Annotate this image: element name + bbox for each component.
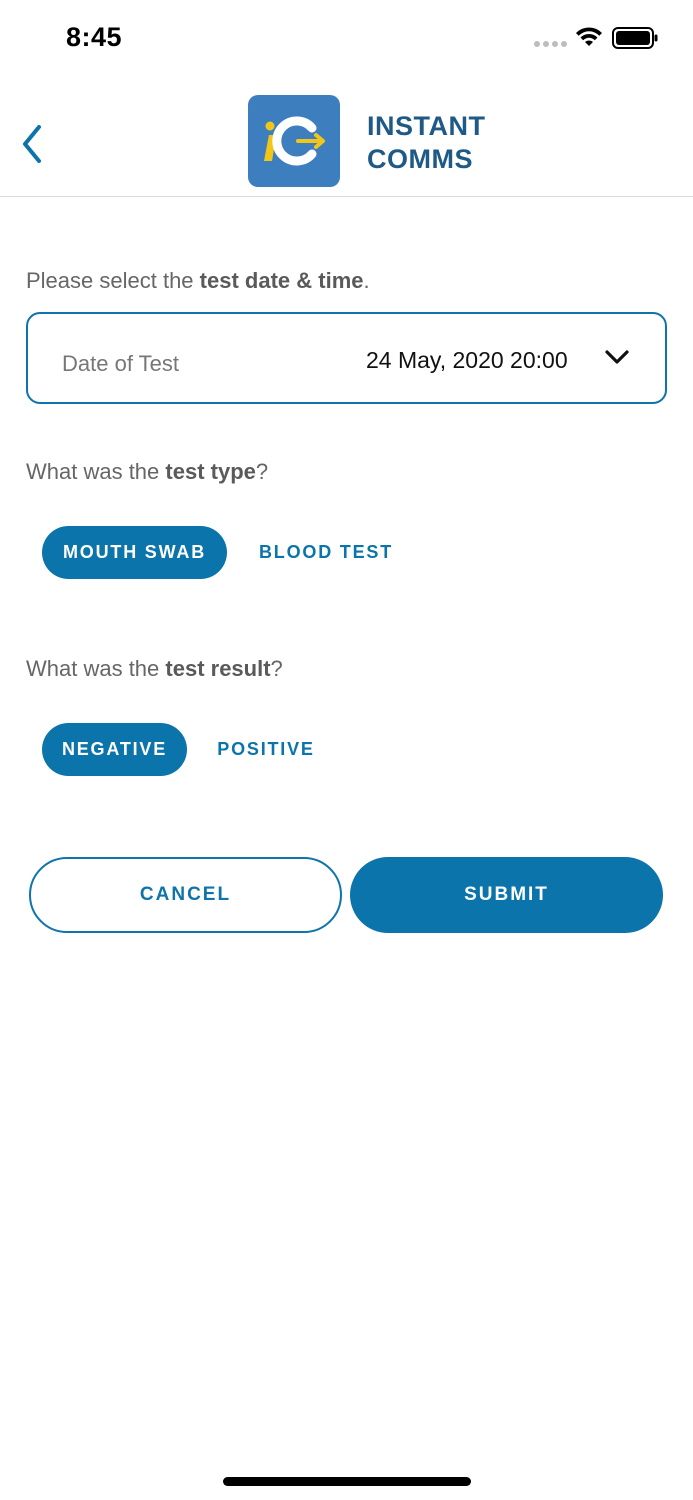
blood-test-option[interactable]: BLOOD TEST [259,542,393,562]
app-logo [248,95,340,187]
status-time: 8:45 [66,22,123,52]
status-bar [0,0,693,76]
logo-wordmark [367,110,486,176]
logo-line-2: COMMS [367,144,473,174]
cancel-button[interactable]: CANCEL [29,857,342,933]
home-indicator[interactable] [223,1477,471,1486]
date-field-label: Date of Test [62,351,179,376]
signal-dots-icon [534,41,567,47]
date-prompt: Please select the test date & time. [26,268,370,293]
ic-logo-icon [248,95,340,187]
submit-button[interactable]: SUBMIT [350,857,663,933]
date-of-test-field[interactable] [26,312,667,404]
app-header [0,76,693,197]
logo-line-1: INSTANT [367,111,486,141]
chevron-down-icon [604,348,630,368]
wifi-icon [574,26,604,48]
test-type-prompt: What was the test type? [26,459,269,484]
negative-option[interactable]: NEGATIVE [42,723,187,776]
date-field-value: 24 May, 2020 20:00 [366,347,568,373]
mouth-swab-option[interactable]: MOUTH SWAB [42,526,227,579]
chevron-left-icon [14,120,52,168]
back-button[interactable] [14,120,52,168]
positive-option[interactable]: POSITIVE [217,739,315,759]
battery-icon [612,27,658,49]
test-result-prompt: What was the test result? [26,656,283,681]
